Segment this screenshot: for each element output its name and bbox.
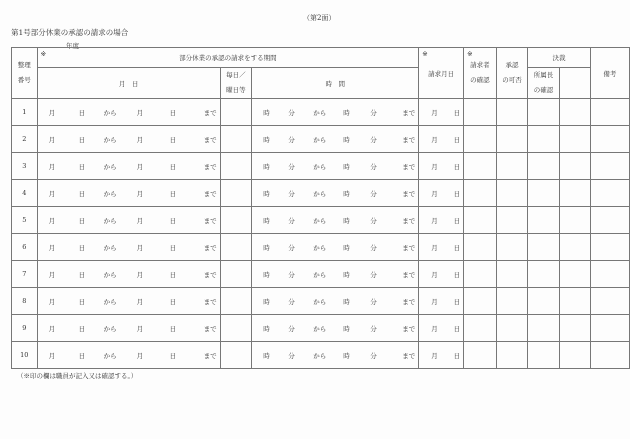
- header-daily: 毎日／ 曜日等: [220, 68, 252, 99]
- approval-field[interactable]: [496, 234, 528, 261]
- date-range-field[interactable]: 月 日 から 月 日 まで: [37, 126, 220, 153]
- approval-field[interactable]: [496, 99, 528, 126]
- table-row: [12, 126, 630, 153]
- dept-head-confirm-field[interactable]: [528, 180, 560, 207]
- decision-blank-field[interactable]: [559, 315, 590, 342]
- header-dept-head-confirm: 所属長 の確認: [528, 68, 560, 99]
- request-date-field[interactable]: 月 日: [419, 207, 464, 234]
- row-number: 1: [12, 99, 38, 126]
- row-number: 10: [12, 342, 38, 369]
- row-number: 8: [12, 288, 38, 315]
- table-row: [12, 180, 630, 207]
- date-range-field[interactable]: 月 日 から 月 日 まで: [37, 234, 220, 261]
- time-range-field[interactable]: 時 分 から 時 分 まで: [252, 261, 419, 288]
- dept-head-confirm-field[interactable]: [528, 99, 560, 126]
- form-title: 第1号部分休業の承認の請求の場合: [11, 28, 129, 37]
- requester-confirm-field[interactable]: [464, 207, 497, 234]
- remarks-field[interactable]: [590, 180, 629, 207]
- remarks-field[interactable]: [590, 234, 629, 261]
- daily-field[interactable]: [220, 234, 252, 261]
- table-row: [12, 261, 630, 288]
- daily-field[interactable]: [220, 153, 252, 180]
- decision-blank-field[interactable]: [559, 180, 590, 207]
- row-number: 7: [12, 261, 38, 288]
- requester-confirm-field[interactable]: [464, 126, 497, 153]
- header-decision: 決裁: [528, 48, 591, 68]
- daily-field[interactable]: [220, 261, 252, 288]
- row-number: 3: [12, 153, 38, 180]
- dept-head-confirm-field[interactable]: [528, 234, 560, 261]
- request-date-field[interactable]: 月 日: [419, 342, 464, 369]
- decision-blank-field[interactable]: [559, 126, 590, 153]
- requester-confirm-field[interactable]: [464, 261, 497, 288]
- row-number: 5: [12, 207, 38, 234]
- table-row: [12, 99, 630, 126]
- daily-field[interactable]: [220, 99, 252, 126]
- header-request-date: ※ 請求月日: [419, 48, 464, 99]
- header-remarks: 備考: [590, 48, 629, 99]
- request-date-field[interactable]: 月 日: [419, 99, 464, 126]
- header-approval: 承認 の可否: [496, 48, 528, 99]
- header-time: 時 間: [252, 68, 419, 99]
- date-range-field[interactable]: 月 日 から 月 日 まで: [37, 261, 220, 288]
- table-row: [12, 315, 630, 342]
- remarks-field[interactable]: [590, 99, 629, 126]
- decision-blank-field[interactable]: [559, 99, 590, 126]
- date-range-field[interactable]: 月 日 から 月 日 まで: [37, 342, 220, 369]
- requester-confirm-field[interactable]: [464, 234, 497, 261]
- time-range-field[interactable]: 時 分 から 時 分 まで: [252, 342, 419, 369]
- remarks-field[interactable]: [590, 261, 629, 288]
- table-row: [12, 288, 630, 315]
- approval-field[interactable]: [496, 180, 528, 207]
- daily-field[interactable]: [220, 315, 252, 342]
- table-row: [12, 234, 630, 261]
- row-number: 6: [12, 234, 38, 261]
- table-row: [12, 153, 630, 180]
- row-number: 2: [12, 126, 38, 153]
- fiscal-year-label: 年度: [66, 42, 79, 50]
- remarks-field[interactable]: [590, 315, 629, 342]
- dept-head-confirm-field[interactable]: [528, 288, 560, 315]
- time-range-field[interactable]: 時 分 から 時 分 まで: [252, 207, 419, 234]
- daily-field[interactable]: [220, 180, 252, 207]
- request-date-field[interactable]: 月 日: [419, 234, 464, 261]
- decision-blank-field[interactable]: [559, 153, 590, 180]
- decision-blank-field[interactable]: [559, 207, 590, 234]
- requester-confirm-field[interactable]: [464, 153, 497, 180]
- partial-leave-request-table: [11, 47, 630, 369]
- approval-field[interactable]: [496, 126, 528, 153]
- request-date-field[interactable]: 月 日: [419, 315, 464, 342]
- decision-blank-field[interactable]: [559, 288, 590, 315]
- approval-field[interactable]: [496, 261, 528, 288]
- remarks-field[interactable]: [590, 207, 629, 234]
- remarks-field[interactable]: [590, 153, 629, 180]
- dept-head-confirm-field[interactable]: [528, 153, 560, 180]
- request-date-field[interactable]: 月 日: [419, 126, 464, 153]
- request-date-field[interactable]: 月 日: [419, 288, 464, 315]
- remarks-field[interactable]: [590, 288, 629, 315]
- request-date-field[interactable]: 月 日: [419, 261, 464, 288]
- header-seiri-bango: 整理 番号: [12, 48, 38, 99]
- requester-confirm-field[interactable]: [464, 99, 497, 126]
- approval-field[interactable]: [496, 288, 528, 315]
- row-number: 9: [12, 315, 38, 342]
- requester-confirm-field[interactable]: [464, 288, 497, 315]
- time-range-field[interactable]: 時 分 から 時 分 まで: [252, 153, 419, 180]
- approval-field[interactable]: [496, 153, 528, 180]
- approval-field[interactable]: [496, 207, 528, 234]
- requester-confirm-field[interactable]: [464, 342, 497, 369]
- time-range-field[interactable]: 時 分 から 時 分 まで: [252, 180, 419, 207]
- decision-blank-field[interactable]: [559, 261, 590, 288]
- decision-blank-field[interactable]: [559, 234, 590, 261]
- header-decision-blank: [559, 68, 590, 99]
- date-range-field[interactable]: 月 日 から 月 日 まで: [37, 288, 220, 315]
- dept-head-confirm-field[interactable]: [528, 342, 560, 369]
- date-range-field[interactable]: 月 日 から 月 日 まで: [37, 99, 220, 126]
- dept-head-confirm-field[interactable]: [528, 315, 560, 342]
- remarks-field[interactable]: [590, 342, 629, 369]
- approval-field[interactable]: [496, 315, 528, 342]
- dept-head-confirm-field[interactable]: [528, 207, 560, 234]
- row-number: 4: [12, 180, 38, 207]
- date-range-field[interactable]: 月 日 から 月 日 まで: [37, 315, 220, 342]
- daily-field[interactable]: [220, 207, 252, 234]
- remarks-field[interactable]: [590, 126, 629, 153]
- daily-field[interactable]: [220, 288, 252, 315]
- date-range-field[interactable]: 月 日 から 月 日 まで: [37, 180, 220, 207]
- time-range-field[interactable]: 時 分 から 時 分 まで: [252, 126, 419, 153]
- request-date-field[interactable]: 月 日: [419, 153, 464, 180]
- header-period: ※ 部分休業の承認の請求をする期間: [37, 48, 419, 68]
- kome-mark: ※: [40, 50, 47, 58]
- time-range-field[interactable]: 時 分 から 時 分 まで: [252, 315, 419, 342]
- time-range-field[interactable]: 時 分 から 時 分 まで: [252, 234, 419, 261]
- request-date-field[interactable]: 月 日: [419, 180, 464, 207]
- header-date: 月 日: [37, 68, 220, 99]
- date-range-field[interactable]: 月 日 から 月 日 まで: [37, 207, 220, 234]
- page-label: （第2面）: [303, 14, 336, 22]
- dept-head-confirm-field[interactable]: [528, 261, 560, 288]
- date-range-field[interactable]: 月 日 から 月 日 まで: [37, 153, 220, 180]
- requester-confirm-field[interactable]: [464, 180, 497, 207]
- approval-field[interactable]: [496, 342, 528, 369]
- requester-confirm-field[interactable]: [464, 315, 497, 342]
- footnote: （※印の欄は職員が記入又は確認する。）: [17, 372, 138, 380]
- header-requester-confirm: ※ 請求者 の確認: [464, 48, 497, 99]
- time-range-field[interactable]: 時 分 から 時 分 まで: [252, 288, 419, 315]
- table-row: [12, 207, 630, 234]
- dept-head-confirm-field[interactable]: [528, 126, 560, 153]
- daily-field[interactable]: [220, 342, 252, 369]
- time-range-field[interactable]: 時 分 から 時 分 まで: [252, 99, 419, 126]
- table-row: [12, 342, 630, 369]
- daily-field[interactable]: [220, 126, 252, 153]
- decision-blank-field[interactable]: [559, 342, 590, 369]
